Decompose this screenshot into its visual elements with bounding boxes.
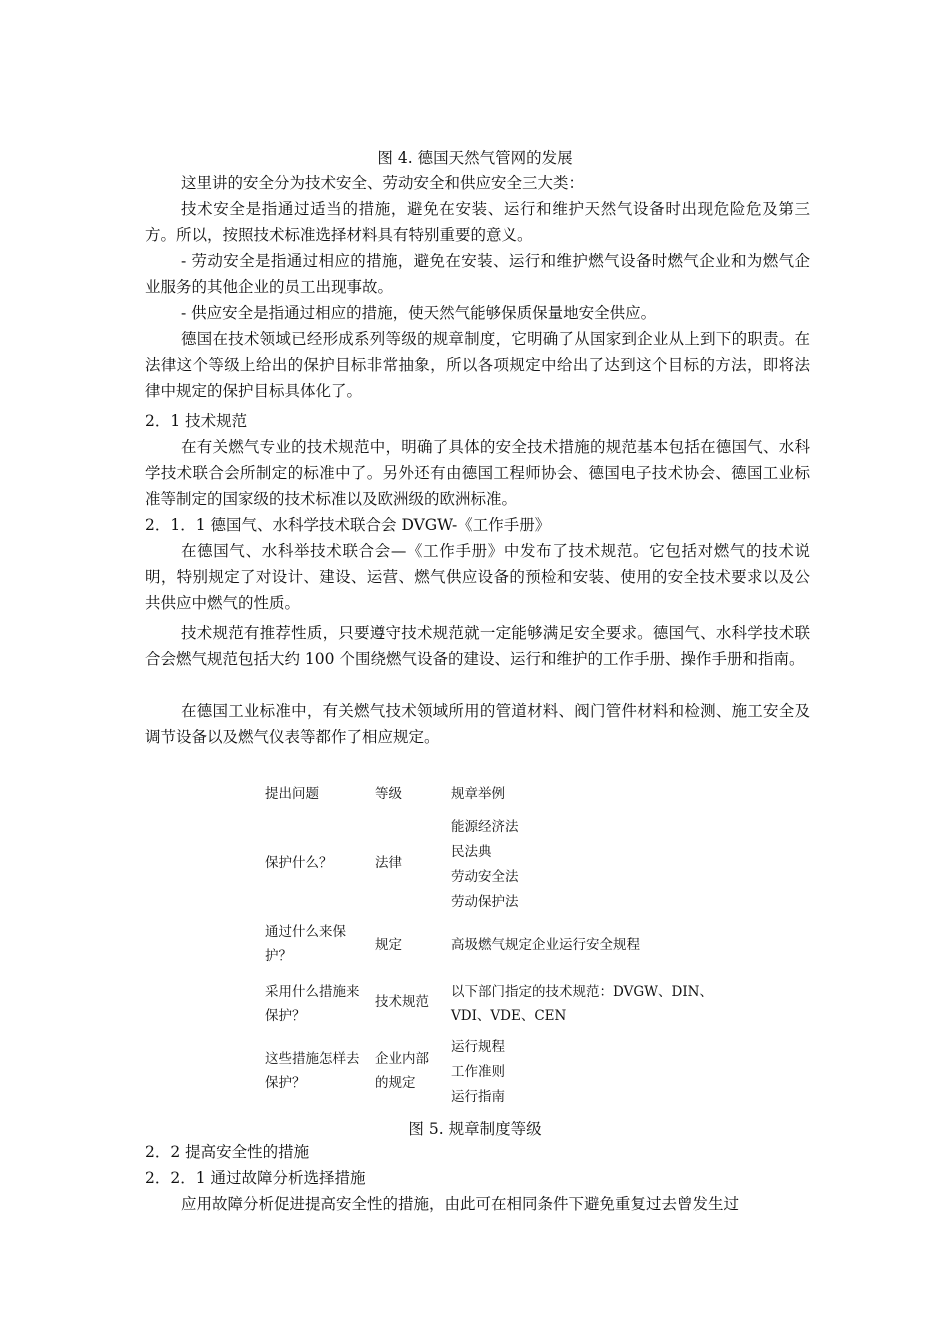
table-row-4-examples xyxy=(451,1035,505,1110)
section-heading-2-1-1: 2．1．1 德国气、水科学技术联合会 DVGW-《工作手册》 xyxy=(145,516,551,534)
table-cell-text: 保护？ xyxy=(265,1075,306,1091)
paragraph-recommendation: 技术规范有推荐性质，只要遵守技术规范就一定能够满足安全要求。德国气、水科学技术联合会燃气规范包括大约 100 个围绕燃气设备的建设、运行和维护的工作手册、操作手册和指南。 xyxy=(145,624,810,668)
table-cell-text: 运行规程 xyxy=(451,1039,505,1055)
table-cell-text: 以下部门指定的技术规范：DVGW、DIN、 xyxy=(451,984,713,1000)
table-cell-text: 保护？ xyxy=(265,1008,306,1024)
table-header-examples: 规章举例 xyxy=(451,786,505,802)
table-cell-text: 能源经济法 xyxy=(451,819,519,835)
section-heading-2-2: 2．2 提高安全性的措施 xyxy=(145,1143,310,1161)
table-header-level: 等级 xyxy=(375,786,402,802)
section-heading-2-2-1: 2．2．1 通过故障分析选择措施 xyxy=(145,1169,366,1187)
table-header-question: 提出问题 xyxy=(265,786,319,802)
table-cell-text: 技术规范 xyxy=(375,994,429,1010)
paragraph-safety-categories: 这里讲的安全分为技术安全、劳动安全和供应安全三大类： xyxy=(181,174,585,192)
paragraph-labor-safety: - 劳动安全是指通过相应的措施，避免在安装、运行和维护燃气设备时燃气企业和为燃气企业服务的其他企业的员工出现事故。 xyxy=(145,252,810,296)
paragraph-supply-safety: - 供应安全是指通过相应的措施，使天然气能够保质保量地安全供应。 xyxy=(181,304,657,322)
table-row-4-level xyxy=(375,1047,429,1095)
table-cell-text: 民法典 xyxy=(451,844,492,860)
table-cell-text: 法律 xyxy=(375,855,402,871)
table-cell-text: 劳动安全法 xyxy=(451,869,519,885)
paragraph-technical-safety: 技术安全是指通过适当的措施，避免在安装、运行和维护天然气设备时出现危险危及第三方。所以，按照技术标准选择材料具有特别重要的意义。 xyxy=(145,200,810,244)
table-cell-text: 保护什么？ xyxy=(265,855,333,871)
table-cell-text: 工作准则 xyxy=(451,1064,505,1080)
table-row-1-examples xyxy=(451,815,519,915)
table-row-3-examples xyxy=(451,980,713,1028)
table-row-2-question xyxy=(265,920,346,968)
table-cell-text: 护？ xyxy=(265,948,292,964)
table-row-1-level xyxy=(375,851,402,875)
table-cell-text: 这些措施怎样去 xyxy=(265,1051,360,1067)
table-cell-text: 高圾燃气规定企业运行安全规程 xyxy=(451,937,640,953)
paragraph-dvgw-handbook: 在德国气、水科举技术联合会—《工作手册》中发布了技术规范。它包括对燃气的技术说明，特别规定了对设计、建设、运营、燃气供应设备的预检和安装、使用的安全技术要求以及公共供应中燃气的性质。 xyxy=(145,542,810,612)
table-cell-text: 运行指南 xyxy=(451,1089,505,1105)
table-row-3-level xyxy=(375,990,429,1014)
table-row-1-question xyxy=(265,851,333,875)
table-row-4-question xyxy=(265,1047,360,1095)
paragraph-regulation-hierarchy: 德国在技术领域已经形成系列等级的规章制度，它明确了从国家到企业从上到下的职责。在法律这个等级上给出的保护目标非常抽象，所以各项规定中给出了达到这个目标的方法，即将法律中规定的保护目标具体化了。 xyxy=(145,330,810,400)
paragraph-din-standards: 在德国工业标准中，有关燃气技术领域所用的管道材料、阀门管件材料和检测、施工安全及调节设备以及燃气仪表等都作了相应规定。 xyxy=(145,702,810,746)
table-cell-text: 企业内部 xyxy=(375,1051,429,1067)
paragraph-technical-specs: 在有关燃气专业的技术规范中，明确了具体的安全技术措施的规范基本包括在德国气、水科学技术联合会所制定的标准中了。另外还有由德国工程师协会、德国电子技术协会、德国工业标准等制定的国家级的技术标准以及欧洲级的欧洲标准。 xyxy=(145,438,810,508)
paragraph-fault-analysis: 应用故障分析促进提高安全性的措施，由此可在相同条件下避免重复过去曾发生过 xyxy=(181,1195,740,1213)
table-row-2-level xyxy=(375,933,402,957)
table-cell-text: 采用什么措施来 xyxy=(265,984,360,1000)
figure-4-caption: 图 4. 德国天然气管网的发展 xyxy=(377,149,573,167)
section-heading-2-1: 2．1 技术规范 xyxy=(145,412,248,430)
table-cell-text: VDI、VDE、CEN xyxy=(451,1008,567,1024)
table-cell-text: 通过什么来保 xyxy=(265,924,346,940)
table-row-3-question xyxy=(265,980,360,1028)
table-cell-text: 的规定 xyxy=(375,1075,416,1091)
figure-5-caption: 图 5. 规章制度等级 xyxy=(408,1120,542,1138)
table-cell-text: 规定 xyxy=(375,937,402,953)
table-row-2-examples xyxy=(451,933,640,957)
table-cell-text: 劳动保护法 xyxy=(451,894,519,910)
